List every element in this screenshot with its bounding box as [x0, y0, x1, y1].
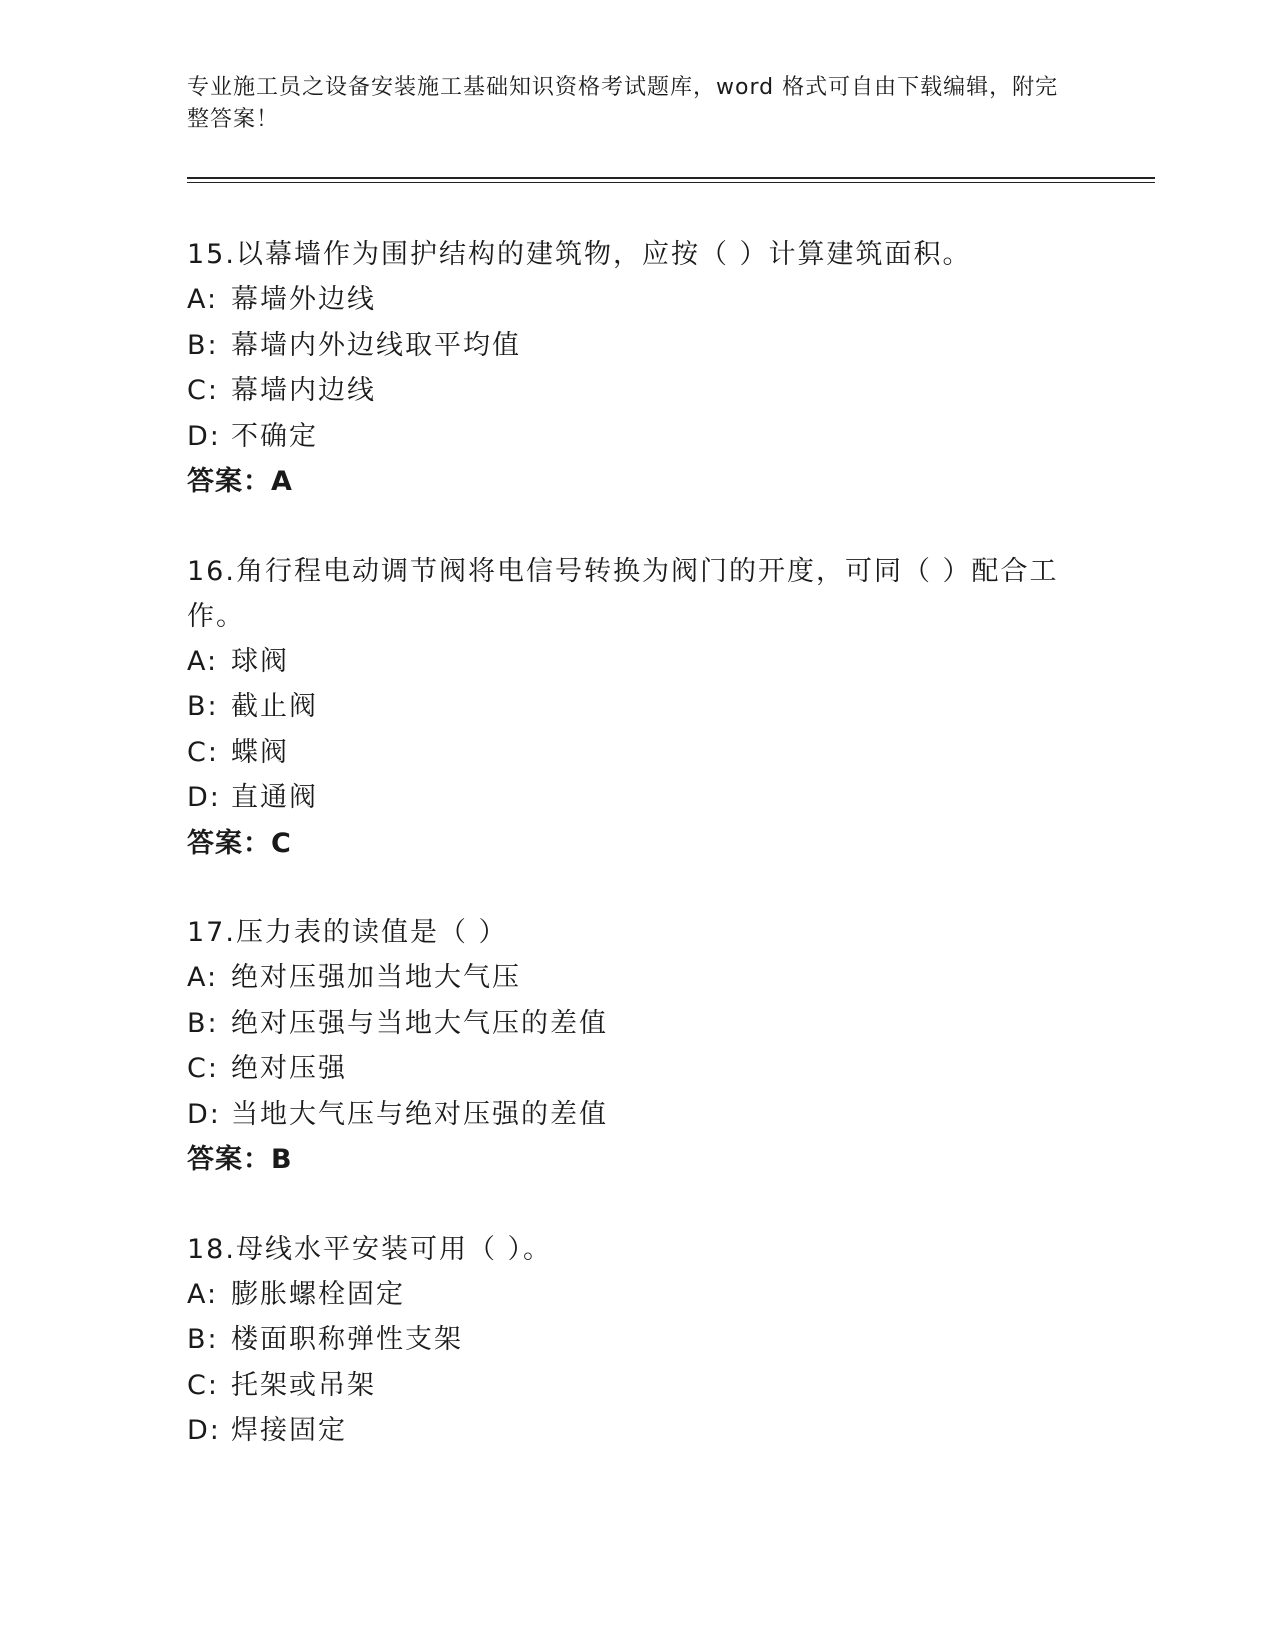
option-label: A:	[187, 1278, 219, 1310]
option-d	[187, 414, 1087, 460]
option-text: 绝对压强	[231, 1053, 347, 1084]
question-15	[187, 232, 1087, 505]
option-c	[187, 730, 1087, 776]
answer-prefix: 答案：	[187, 1144, 271, 1175]
option-label: A:	[187, 284, 219, 315]
answer-value: B	[271, 1144, 293, 1175]
option-text: 膨胀螺栓固定	[231, 1278, 405, 1310]
question-title: 18.母线水平安装可用（ ）。	[187, 1233, 553, 1265]
option-a	[187, 639, 1087, 685]
header-rule-thin	[187, 182, 1155, 183]
option-label: A:	[187, 962, 219, 993]
option-label: D:	[187, 1098, 221, 1130]
option-c	[187, 1046, 1087, 1092]
option-label: B:	[187, 1007, 219, 1039]
document-header: 专业施工员之设备安装施工基础知识资格考试题库，word 格式可自由下载编辑，附完整答案！	[187, 75, 1059, 132]
option-text: 楼面职称弹性支架	[231, 1324, 463, 1355]
option-text: 焊接固定	[231, 1415, 347, 1446]
option-text: 绝对压强与当地大气压的差值	[231, 1007, 608, 1039]
answer-prefix: 答案：	[187, 466, 271, 497]
option-a	[187, 1272, 1087, 1318]
answer-line	[187, 1137, 1087, 1183]
option-text: 截止阀	[231, 691, 318, 722]
option-label: B:	[187, 691, 219, 722]
option-b	[187, 323, 1087, 369]
option-text: 幕墙内边线	[231, 375, 376, 406]
option-label: C:	[187, 375, 219, 406]
option-c	[187, 368, 1087, 414]
option-text: 幕墙外边线	[231, 284, 376, 315]
option-label: B:	[187, 329, 219, 361]
question-title: 17.压力表的读值是（ ）	[187, 917, 508, 948]
option-text: 球阀	[231, 645, 289, 677]
option-text: 托架或吊架	[231, 1369, 376, 1401]
answer-line	[187, 821, 1087, 867]
option-text: 绝对压强加当地大气压	[231, 962, 521, 993]
option-text: 蝶阀	[231, 736, 289, 768]
question-title: 16.角行程电动调节阀将电信号转换为阀门的开度，可同（ ）配合工作。	[187, 555, 1059, 632]
option-label: C:	[187, 1053, 219, 1084]
answer-prefix: 答案：	[187, 827, 271, 859]
question-17	[187, 910, 1087, 1183]
option-a	[187, 277, 1087, 323]
question-title: 15.以幕墙作为围护结构的建筑物，应按（ ）计算建筑面积。	[187, 239, 972, 270]
option-label: A:	[187, 645, 219, 677]
question-18	[187, 1227, 1087, 1454]
option-a	[187, 955, 1087, 1001]
option-text: 直通阀	[231, 782, 318, 813]
question-list	[187, 232, 1087, 1498]
option-d	[187, 1408, 1087, 1454]
option-label: C:	[187, 736, 219, 768]
option-b	[187, 1001, 1087, 1047]
option-text: 不确定	[231, 420, 318, 452]
question-16	[187, 549, 1087, 867]
answer-value: C	[271, 827, 292, 859]
option-label: D:	[187, 1415, 221, 1446]
option-label: B:	[187, 1324, 219, 1355]
option-label: C:	[187, 1369, 219, 1401]
option-text: 当地大气压与绝对压强的差值	[231, 1098, 608, 1130]
option-c	[187, 1363, 1087, 1409]
option-label: D:	[187, 420, 221, 452]
option-d	[187, 1092, 1087, 1138]
option-b	[187, 1317, 1087, 1363]
option-text: 幕墙内外边线取平均值	[231, 329, 521, 361]
header-rule-thick	[187, 177, 1155, 179]
option-d	[187, 775, 1087, 821]
option-label: D:	[187, 782, 221, 813]
option-b	[187, 684, 1087, 730]
answer-line	[187, 459, 1087, 505]
answer-value: A	[271, 466, 293, 497]
